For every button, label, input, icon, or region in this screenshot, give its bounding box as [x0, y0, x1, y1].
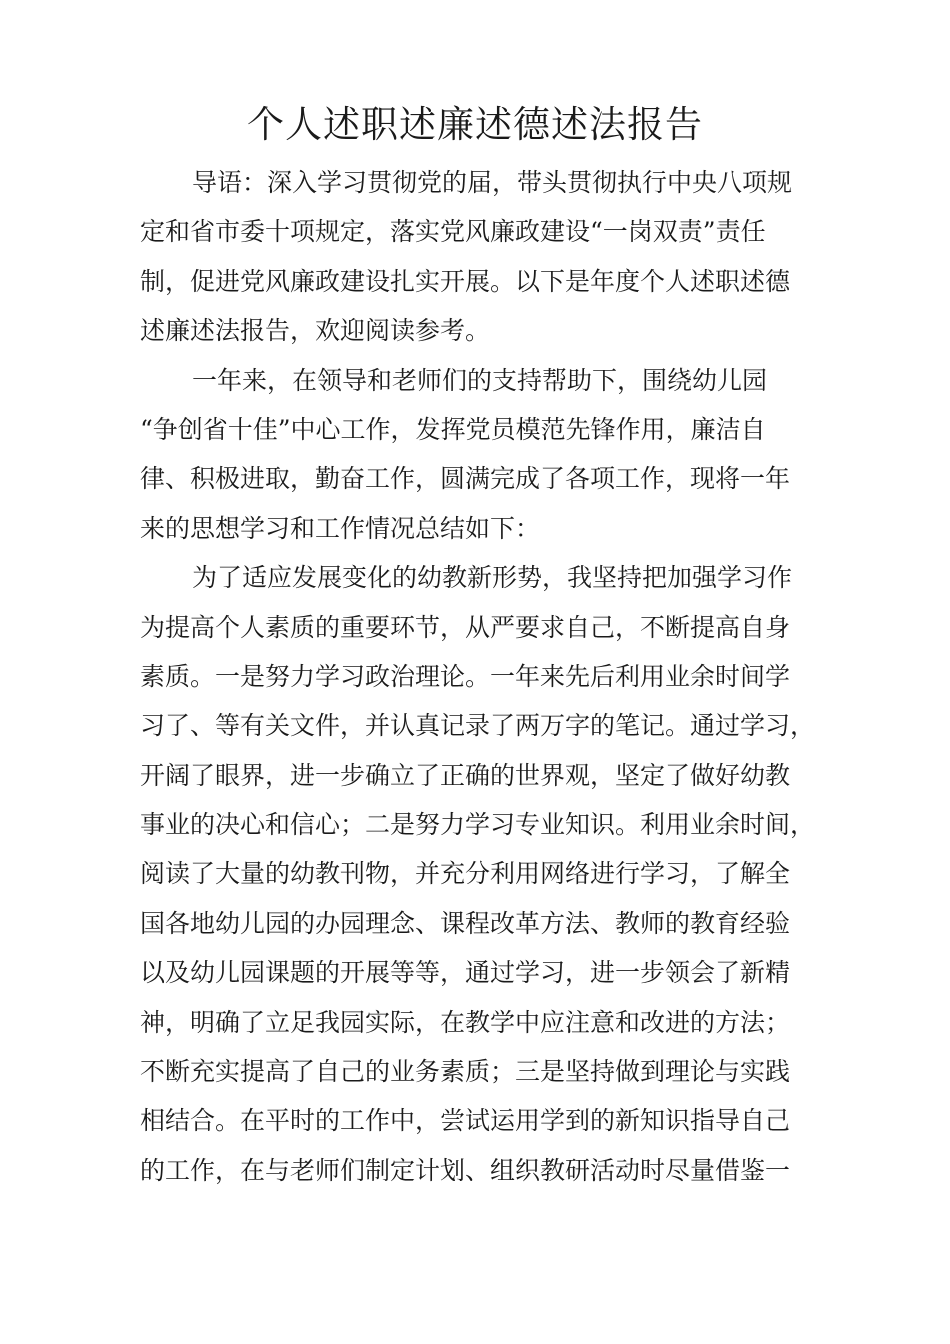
paragraph-line: 习了、等有关文件，并认真记录了两万字的笔记。通过学习， — [140, 711, 816, 741]
paragraph-first-line: 一年来，在领导和老师们的支持帮助下，围绕幼儿园 — [192, 365, 768, 395]
paragraph-line: 制，促进党风廉政建设扎实开展。以下是年度个人述职述德 — [140, 266, 791, 296]
paragraph-line: 定和省市委十项规定，落实党风廉政建设“一岗双责”责任 — [140, 217, 766, 247]
paragraph-first-line: 为了适应发展变化的幼教新形势，我坚持把加强学习作 — [192, 563, 793, 593]
paragraph-line: 的工作，在与老师们制定计划、组织教研活动时尽量借鉴一 — [140, 1155, 791, 1185]
paragraph-line: 为提高个人素质的重要环节，从严要求自己，不断提高自身 — [140, 612, 791, 642]
paragraph-line: 以及幼儿园课题的开展等等，通过学习，进一步领会了新精 — [140, 958, 791, 988]
document-body — [140, 158, 816, 1195]
paragraph-line: 素质。一是努力学习政治理论。一年来先后利用业余时间学 — [140, 661, 791, 691]
paragraph-line: 律、积极进取，勤奋工作，圆满完成了各项工作，现将一年 — [140, 464, 791, 494]
paragraph-line: 国各地幼儿园的办园理念、课程改革方法、教师的教育经验 — [140, 908, 791, 938]
paragraph-line: 来的思想学习和工作情况总结如下： — [140, 513, 541, 543]
paragraph-first-line: 导语：深入学习贯彻党的届，带头贯彻执行中央八项规 — [192, 168, 793, 197]
paragraph-line: 述廉述法报告，欢迎阅读参考。 — [140, 316, 491, 346]
paragraph-line: 阅读了大量的幼教刊物，并充分利用网络进行学习，了解全 — [140, 859, 791, 889]
paragraph-line: 开阔了眼界，进一步确立了正确的世界观，坚定了做好幼教 — [140, 760, 791, 790]
paragraph-line: “争创省十佳”中心工作，发挥党员模范先锋作用，廉洁自 — [140, 414, 766, 444]
document-title: 个人述职述廉述德述法报告 — [247, 103, 703, 146]
paragraph-line: 事业的决心和信心；二是努力学习专业知识。利用业余时间， — [140, 810, 816, 840]
paragraph-line: 不断充实提高了自己的业务素质；三是坚持做到理论与实践 — [140, 1057, 791, 1087]
paragraph-line: 神，明确了立足我园实际，在教学中应注意和改进的方法； — [140, 1007, 791, 1037]
paragraph-line: 相结合。在平时的工作中，尝试运用学到的新知识指导自己 — [140, 1106, 791, 1136]
